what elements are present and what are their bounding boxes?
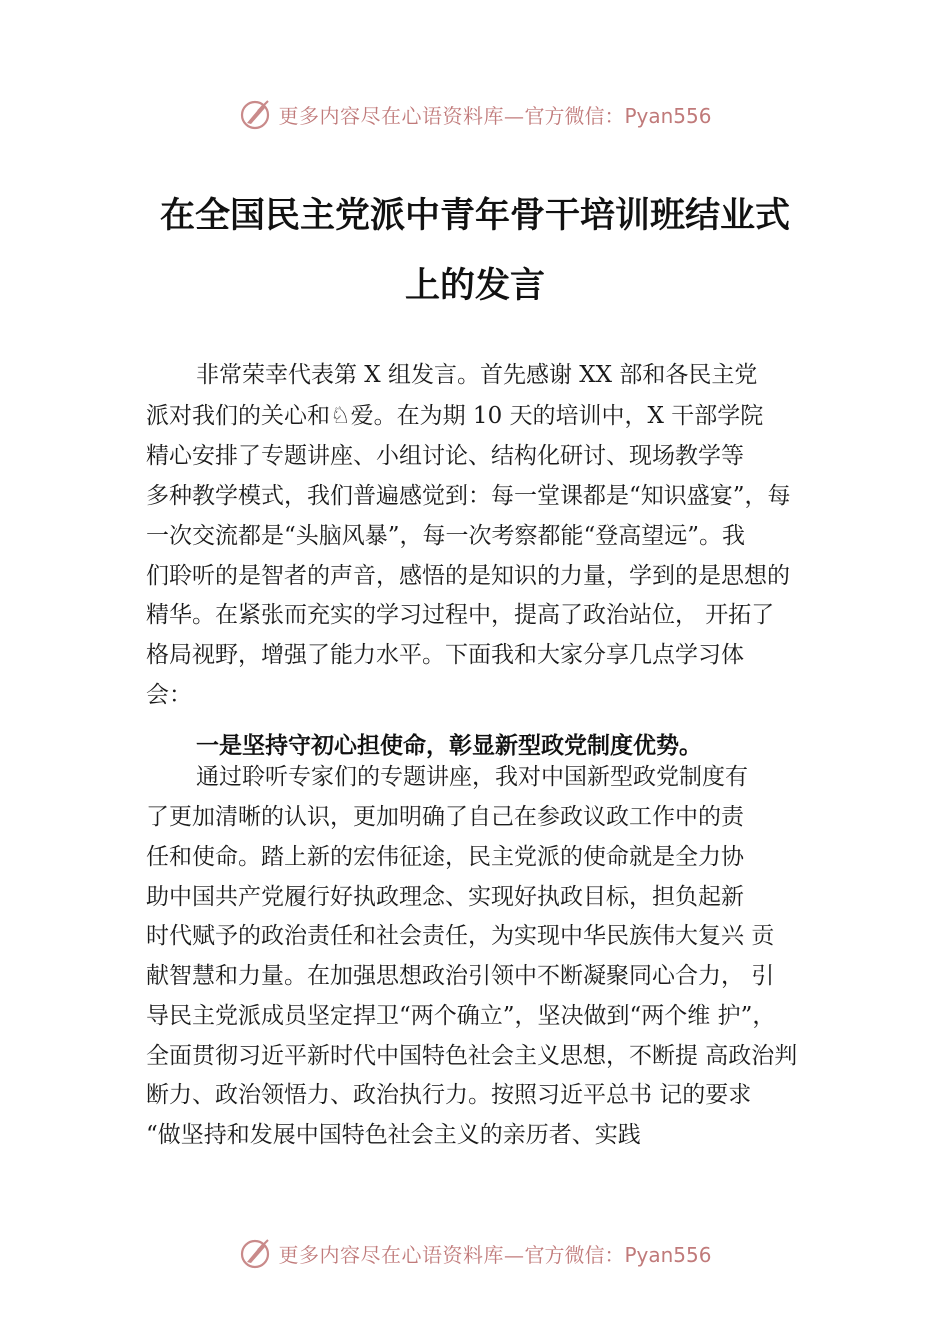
paragraph-line: 一次交流都是“头脑风暴”，每一次考察都能“登高望远”。我: [146, 523, 746, 549]
paragraph-line: 非常荣幸代表第 X 组发言。首先感谢 XX 部和各民主党: [196, 362, 758, 388]
paragraph-line: 导民主党派成员坚定捍卫“两个确立”，坚决做到“两个维 护”，: [146, 1003, 776, 1029]
paragraph-line: 精华。在紧张而充实的学习过程中，提高了政治站位， 开拓了: [146, 602, 775, 628]
section-heading-1: 一是坚持守初心担使命，彰显新型政党制度优势。: [196, 733, 702, 759]
paragraph-line: 多种教学模式，我们普遍感觉到：每一堂课都是“知识盛宴”，每: [146, 483, 791, 509]
paragraph-line: 们聆听的是智者的声音，感悟的是知识的力量，学到的是思想的: [146, 563, 790, 589]
banner-wechat-text: 官方微信：Pyan556: [524, 103, 712, 128]
paragraph-line: 格局视野，增强了能力水平。下面我和大家分享几点学习体: [146, 642, 744, 668]
quill-logo-icon: [238, 1236, 272, 1270]
paragraph-line: 了更加清晰的认识，更加明确了自己在参政议政工作中的责: [146, 804, 744, 830]
header-banner: [0, 94, 950, 134]
banner-wechat-text: 官方微信：Pyan556: [524, 1242, 712, 1267]
paragraph-line: “做坚持和发展中国特色社会主义的亲历者、实践: [146, 1122, 641, 1148]
paragraph-line: 献智慧和力量。在加强思想政治引领中不断凝聚同心合力， 引: [146, 963, 775, 989]
paragraph-line: 助中国共产党履行好执政理念、实现好执政目标，担负起新: [146, 884, 744, 910]
document-title-line-2: 上的发言: [404, 265, 545, 306]
paragraph-line: 派对我们的关心和♘爱。在为期 10 天的培训中，X 干部学院: [146, 403, 764, 429]
document-title-line-1: 在全国民主党派中青年骨干培训班结业式: [159, 195, 790, 236]
paragraph-line: 会：: [146, 682, 192, 708]
quill-logo-icon: [238, 97, 272, 131]
banner-site-text: 更多内容尽在心语资料库—: [278, 1242, 525, 1267]
paragraph-line: 精心安排了专题讲座、小组讨论、结构化研讨、现场教学等: [146, 443, 744, 469]
footer-banner: [0, 1233, 950, 1273]
paragraph-line: 断力、政治领悟力、政治执行力。按照习近平总书 记的要求: [146, 1082, 752, 1108]
paragraph-line: 全面贯彻习近平新时代中国特色社会主义思想，不断提 高政治判: [146, 1043, 798, 1069]
paragraph-line: 通过聆听专家们的专题讲座，我对中国新型政党制度有: [196, 764, 748, 790]
banner-site-text: 更多内容尽在心语资料库—: [278, 103, 525, 128]
paragraph-line: 任和使命。踏上新的宏伟征途，民主党派的使命就是全力协: [146, 844, 744, 870]
paragraph-line: 时代赋予的政治责任和社会责任，为实现中华民族伟大复兴 贡: [146, 923, 775, 949]
